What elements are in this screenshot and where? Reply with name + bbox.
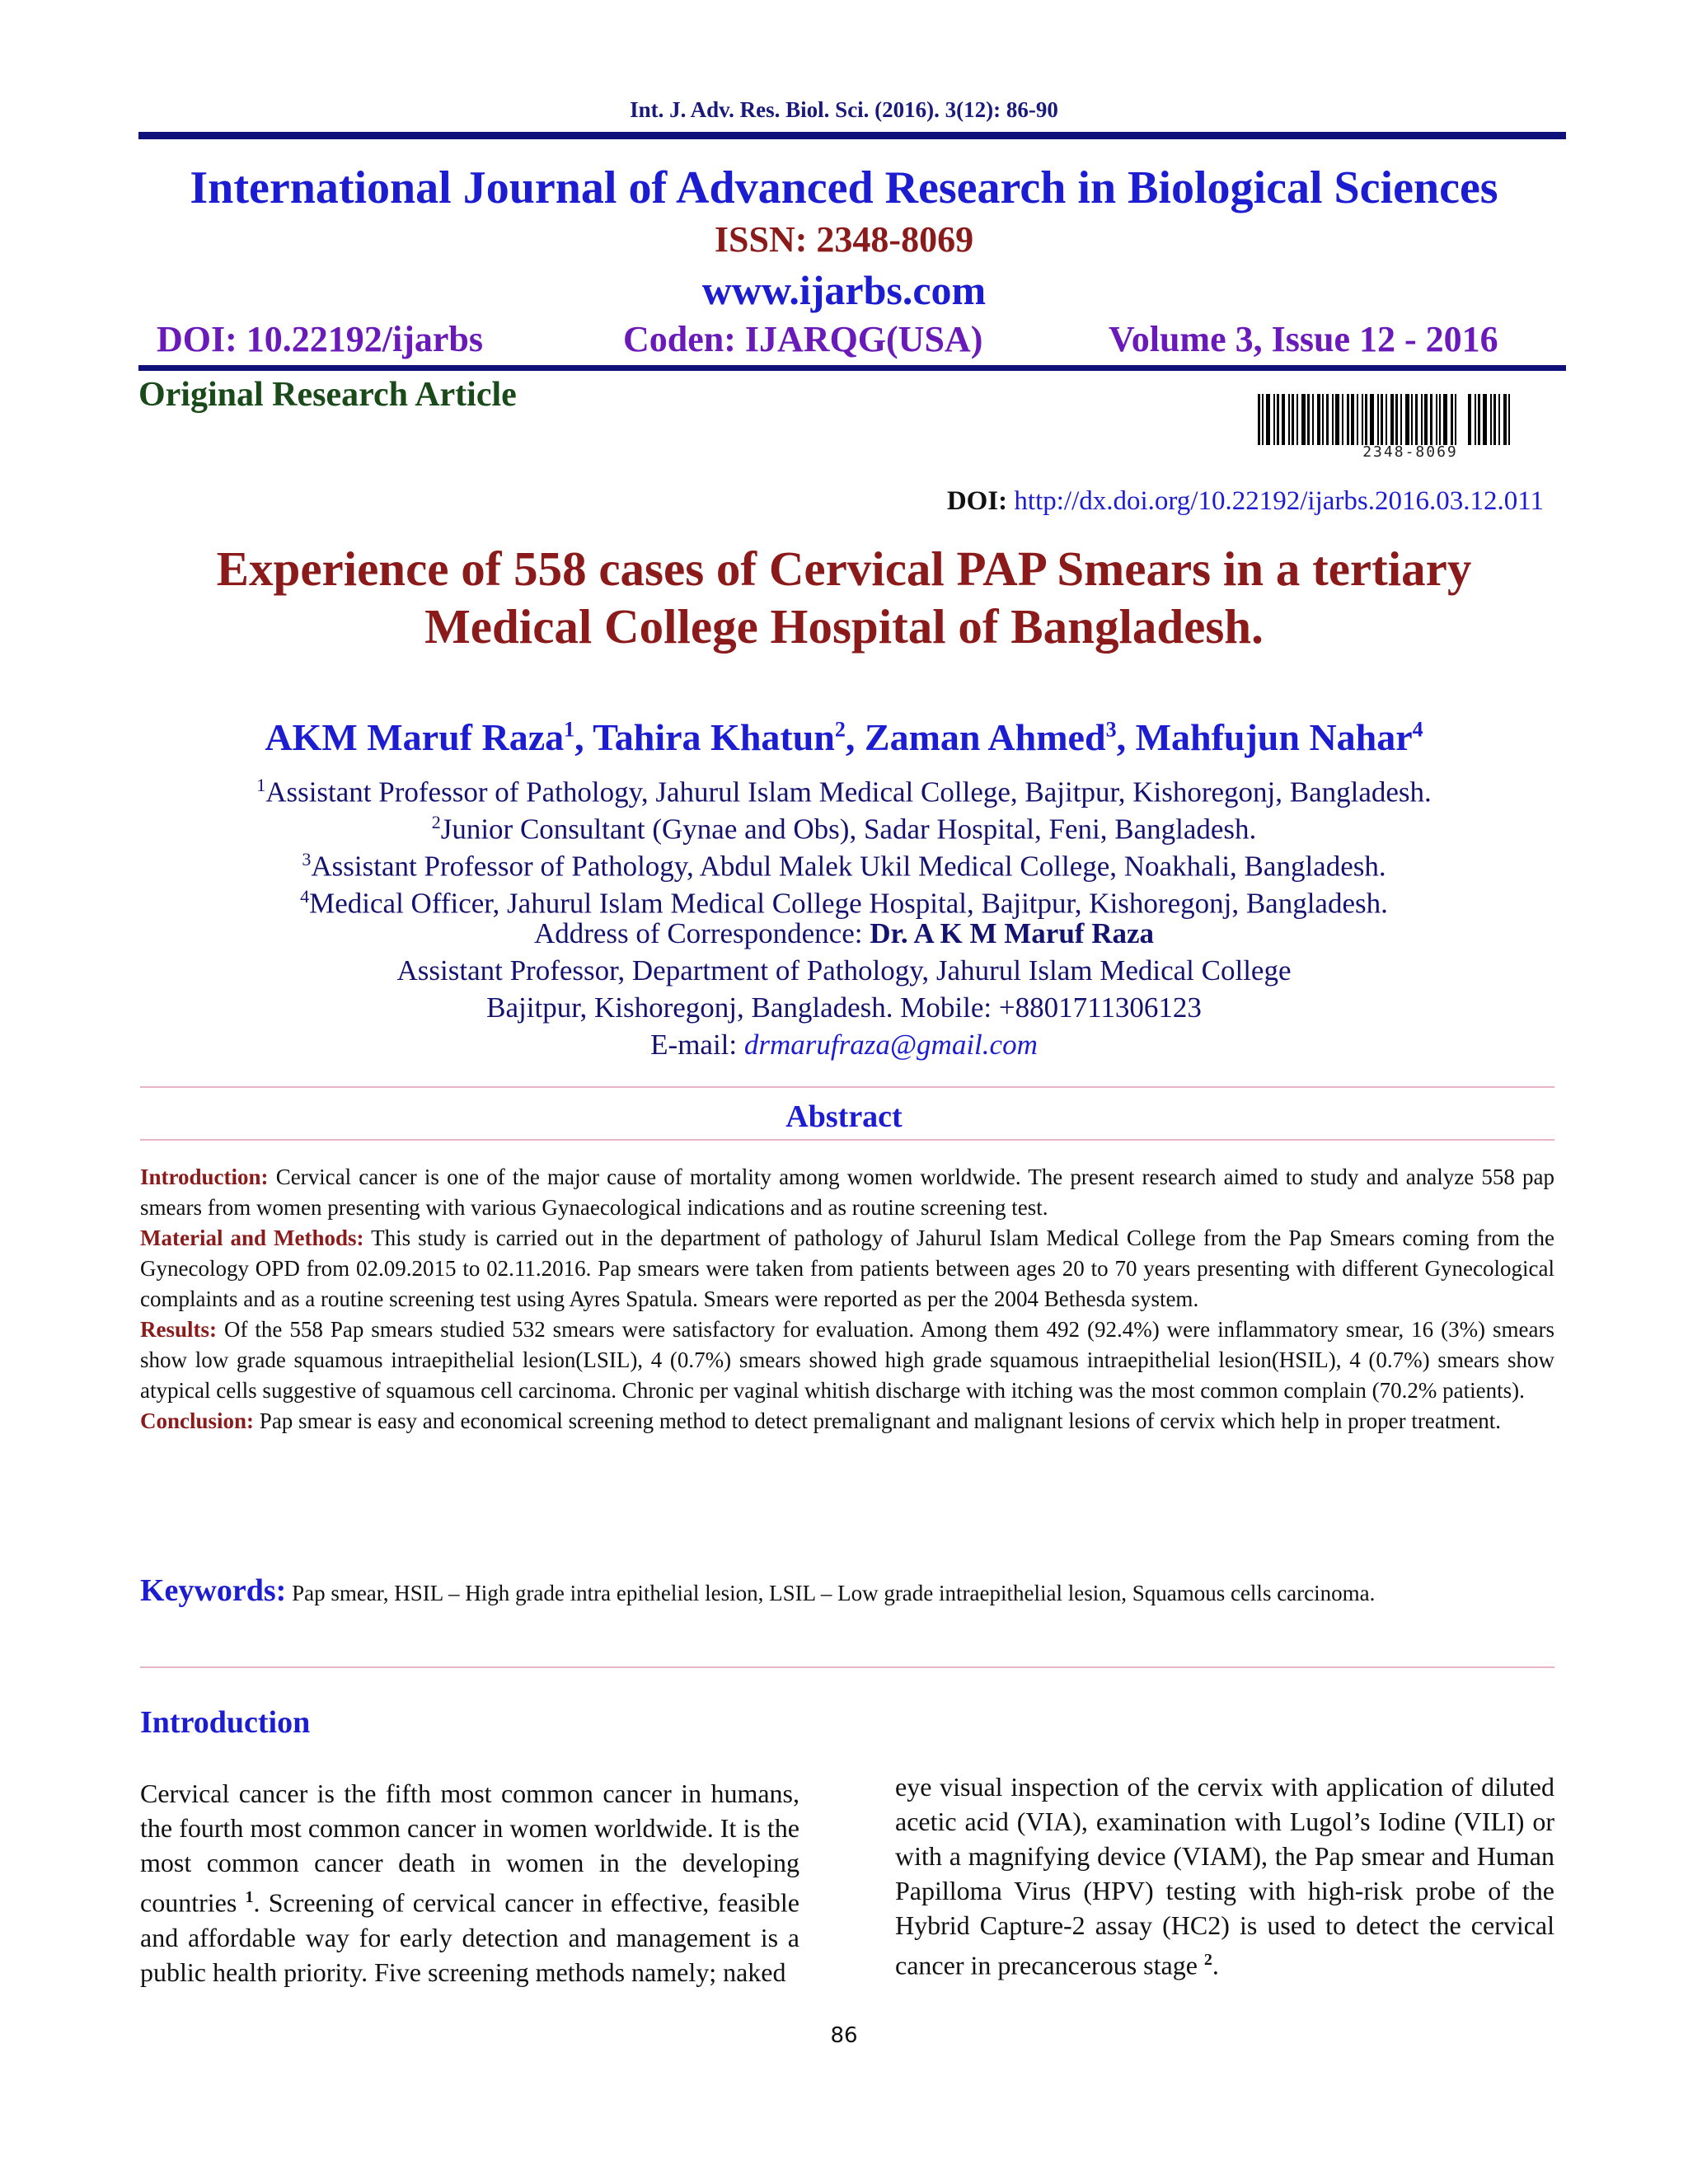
abstract-methods: This study is carried out in the department of pathology of Jahurul Islam Medical College from the Pap Smears coming from the Gynecology OPD from 02.09.2015 to 02.11.2016. Pap smears were taken from patients between ages 20 to 70 years presenting with different Gynecological complaints and as a routine screening test using Ayres Spatula. Smears were reported as per the 2004 Bethesda system. <box>140 1226 1554 1311</box>
abstract-heading-rule <box>140 1139 1554 1141</box>
intro-right-text-a: eye visual inspection of the cervix with application of diluted acetic acid (VIA), examination with Lugol’s Iodine (VILI) or with a magnifying device (VIAM), the Pap smear and Human Papilloma Virus (HPV) testing with high-risk probe of the Hybrid Capture-2 assay (HC2) is used to detect the cervical cancer in precancerous stage <box>895 1772 1554 1980</box>
journal-name: International Journal of Advanced Research in Biological Sciences <box>190 162 1498 213</box>
article-doi <box>947 486 1544 517</box>
barcode-bar <box>1390 394 1394 445</box>
journal-coden: Coden: IJARQG(USA) <box>623 319 983 359</box>
barcode-bar <box>1342 394 1343 445</box>
abstract-top-rule <box>140 1086 1554 1088</box>
barcode-bar <box>1301 394 1306 445</box>
barcode-bar <box>1292 394 1294 445</box>
email-link[interactable]: drmarufraza@gmail.com <box>743 1029 1038 1061</box>
email-label: E-mail: <box>650 1029 744 1061</box>
intro-left-ref: 1 <box>245 1888 254 1906</box>
abstract-body <box>140 1162 1554 1436</box>
author-sup: 1 <box>564 717 575 742</box>
barcode-bar <box>1490 394 1492 445</box>
barcode-bar <box>1351 394 1354 445</box>
author-sep: , <box>845 716 865 758</box>
barcode-bar <box>1436 394 1437 445</box>
abstract-introduction-label: Introduction: <box>140 1165 269 1189</box>
keywords-rule <box>140 1666 1554 1668</box>
barcode-bar <box>1498 394 1500 445</box>
barcode-bar <box>1273 394 1275 445</box>
barcode-bar <box>1508 394 1510 445</box>
affiliation-sup: 3 <box>302 849 312 869</box>
barcode-bar <box>1288 394 1290 445</box>
page-number: 86 <box>830 2023 858 2048</box>
author-name: Tahira Khatun <box>593 716 835 758</box>
barcode-number: 2348-8069 <box>1362 443 1458 461</box>
correspondence <box>0 915 1688 952</box>
barcode-bar <box>1405 394 1409 445</box>
author-name: AKM Maruf Raza <box>265 716 565 758</box>
barcode-bar <box>1296 394 1298 445</box>
keywords-label: Keywords: <box>140 1573 287 1608</box>
barcode-bar <box>1451 394 1453 445</box>
correspondence-name: Dr. A K M Maruf Raza <box>870 917 1155 949</box>
barcode-bar <box>1266 394 1270 445</box>
author-name: Zaman Ahmed <box>864 716 1106 758</box>
barcode-bar <box>1262 394 1264 445</box>
author-name: Mahfujun Nahar <box>1135 716 1413 758</box>
keywords <box>140 1573 1554 1609</box>
running-header: Int. J. Adv. Res. Biol. Sci. (2016). 3(12): 86-90 <box>630 97 1058 122</box>
barcode-bar <box>1377 394 1379 445</box>
barcode-bar <box>1357 394 1358 445</box>
barcode-bar <box>1347 394 1349 445</box>
article-title <box>99 540 1589 655</box>
barcode-bar <box>1455 394 1456 445</box>
barcode-bar <box>1282 394 1285 445</box>
author-sep: , <box>1116 716 1136 758</box>
correspondence-line-1: Assistant Professor, Department of Pathology, Jahurul Islam Medical College <box>396 954 1292 987</box>
masthead-rule <box>138 365 1566 371</box>
barcode-bar <box>1443 394 1447 445</box>
barcode-bar <box>1258 394 1260 445</box>
barcode-bar <box>1430 394 1432 445</box>
doi-link[interactable]: http://dx.doi.org/10.22192/ijarbs.2016.03.12.011 <box>1014 486 1544 516</box>
barcode-bar <box>1307 394 1310 445</box>
barcode-bar <box>1483 394 1487 445</box>
doi-label: DOI: <box>946 486 1008 516</box>
barcode-bar <box>1370 394 1374 445</box>
barcode-bar <box>1424 394 1428 445</box>
intro-left-text-a: Cervical cancer is the fifth most common cancer in humans, the fourth most common cancer in women worldwide. It is the most common cancer death in women in the developing countries <box>140 1779 799 1918</box>
affiliation-sup: 4 <box>300 886 310 907</box>
author-list <box>0 715 1688 759</box>
barcode-bar <box>1277 394 1279 445</box>
introduction-heading: Introduction <box>140 1705 311 1740</box>
correspondence-label: Address of Correspondence: <box>533 917 870 949</box>
author-sup: 4 <box>1412 717 1423 742</box>
intro-right-ref: 2 <box>1203 1951 1212 1969</box>
journal-doi: DOI: 10.22192/ijarbs <box>157 319 483 359</box>
article-title-line-1: Experience of 558 cases of Cervical PAP Smears in a tertiary <box>216 541 1472 596</box>
barcode-bar <box>1381 394 1383 445</box>
affiliation-text: Assistant Professor of Pathology, Abdul Malek Ukil Medical College, Noakhali, Bangladesh. <box>311 850 1386 883</box>
affiliation-sup: 2 <box>431 812 441 832</box>
barcode-bar <box>1475 394 1476 445</box>
intro-right-text-b: . <box>1212 1950 1219 1980</box>
affiliation-text: Medical Officer, Jahurul Islam Medical College Hospital, Bajitpur, Kishoregonj, Bangladesh. <box>309 887 1388 920</box>
barcode-bar <box>1322 394 1324 445</box>
barcode-bar <box>1312 394 1314 445</box>
author-sup: 2 <box>834 717 846 742</box>
intro-left-text-b: . Screening of cervical cancer in effective, feasible and affordable way for early detection and management is a public health priority. Five screening methods namely; naked <box>140 1887 800 1987</box>
barcode-bar <box>1362 394 1363 445</box>
barcode-bar <box>1395 394 1398 445</box>
barcode-bar <box>1411 394 1413 445</box>
barcode-bar <box>1415 394 1418 445</box>
barcode-bar <box>1326 394 1329 445</box>
keywords-text: Pap smear, HSIL – High grade intra epithelial lesion, LSIL – Low grade intraepithelial lesion, Squamous cells carcinoma. <box>286 1581 1376 1605</box>
header-rule <box>138 132 1566 139</box>
barcode-bar <box>1317 394 1320 445</box>
abstract-heading: Abstract <box>785 1099 903 1134</box>
barcode-bar <box>1468 394 1471 445</box>
abstract-introduction: Cervical cancer is one of the major cause of mortality among women worldwide. The present research aimed to study and analyze 558 pap smears from women presenting with various Gynaecological indications and as routine screening test. <box>140 1165 1554 1220</box>
introduction-right-column <box>895 1769 1554 1983</box>
barcode-bar <box>1503 394 1507 445</box>
affiliation-sup: 1 <box>256 775 266 795</box>
barcode-bar <box>1365 394 1367 445</box>
barcode-bar <box>1439 394 1441 445</box>
affiliation-text: Junior Consultant (Gynae and Obs), Sadar Hospital, Feni, Bangladesh. <box>440 813 1257 846</box>
affiliation-text: Assistant Professor of Pathology, Jahurul Islam Medical College, Bajitpur, Kishoregonj, Bangladesh. <box>265 776 1432 808</box>
barcode-bar <box>1493 394 1496 445</box>
barcode-bar <box>1335 394 1339 445</box>
introduction-left-column <box>140 1776 799 1990</box>
abstract-results-label: Results: <box>140 1317 217 1342</box>
barcode-bar <box>1421 394 1423 445</box>
journal-website[interactable]: www.ijarbs.com <box>701 267 987 313</box>
correspondence-email <box>0 1026 1688 1063</box>
journal-issn: ISSN: 2348-8069 <box>714 219 974 260</box>
journal-volume: Volume 3, Issue 12 - 2016 <box>1109 319 1498 359</box>
barcode-bar <box>1400 394 1402 445</box>
barcode-bar <box>1332 394 1334 445</box>
author-sup: 3 <box>1105 717 1117 742</box>
barcode-bar <box>1386 394 1387 445</box>
abstract-results: Of the 558 Pap smears studied 532 smears were satisfactory for evaluation. Among them 492 (92.4%) were inflammatory smear, 16 (3%) smears show low grade squamous intraepithelial lesion(LSIL), 4 (0.7%) smears showed high grade squamous intraepithelial lesion(HSIL), 4 (0.7%) smears show atypical cells suggestive of squamous cell carcinoma. Chronic per vaginal whitish discharge with itching was the most common complain (70.2% patients). <box>140 1317 1554 1403</box>
abstract-methods-label: Material and Methods: <box>140 1226 364 1250</box>
abstract-conclusion-label: Conclusion: <box>140 1408 255 1433</box>
article-type: Original Research Article <box>138 376 517 414</box>
author-sep: , <box>574 716 593 758</box>
correspondence-line-2: Bajitpur, Kishoregonj, Bangladesh. Mobile: +8801711306123 <box>486 991 1202 1024</box>
issn-barcode <box>1258 394 1563 445</box>
article-title-line-2: Medical College Hospital of Bangladesh. <box>424 599 1264 654</box>
abstract-conclusion: Pap smear is easy and economical screening method to detect premalignant and malignant lesions of cervix which help in proper treatment. <box>254 1408 1502 1433</box>
barcode-bar <box>1478 394 1480 445</box>
